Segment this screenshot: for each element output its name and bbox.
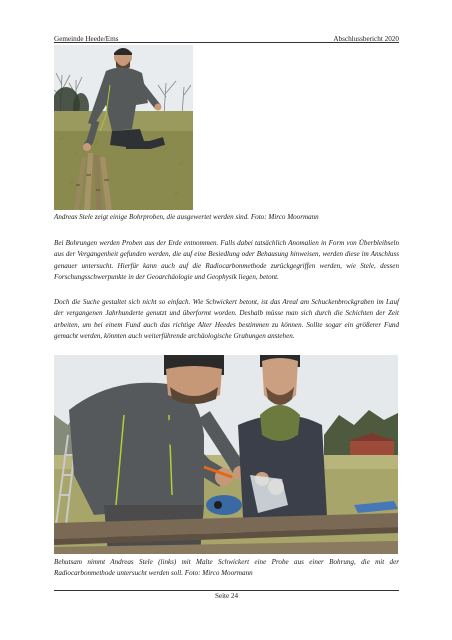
photo-drill-core-samples <box>54 45 193 210</box>
header-divider <box>54 42 399 43</box>
photo-1-caption: Andreas Stele zeigt einige Bohrproben, die ausgewertet werden sind. Foto: Mirco Moormann <box>54 213 319 221</box>
footer-divider <box>54 590 399 591</box>
page-number: Seite 24 <box>214 592 239 600</box>
photo-2-caption: Behutsam nimmt Andreas Stele (links) mit Malte Schwickert eine Probe aus einer Bohrung, die mit der Radiocarbonmethode untersucht werden soll. Foto: Mirco Moormann <box>54 558 399 577</box>
body-paragraph-2: Doch die Suche gestaltet sich nicht so einfach. Wie Schwickert betont, ist das Areal am Schuckenbrockgraben im Lauf der vergangenen Jahrhunderte genutzt und überformt worden. Deshalb müsse man sich durch die Schichten der Zeit arbeiten, um bei einem Fund auch das richtige Alter Heedes bestimmen zu können. Sollte sogar ein größerer Fund gemacht werden, könnten auch weiterführende archäologische Grabungen anstehen. <box>54 298 399 340</box>
photo-sample-extraction <box>54 355 398 554</box>
header-report-title: Abschlussbericht 2020 <box>333 35 399 43</box>
header-municipality: Gemeinde Heede/Ems <box>54 35 119 43</box>
body-paragraph-1: Bei Bohrungen werden Proben aus der Erde entnommen. Falls dabei tatsächlich Anomalien in Form von Überbleibseln aus der Vergangenheit gefunden werden, die auf eine Besiedlung oder Behausung hinweisen, werden diese im Anschluss genauer untersucht. Hierfür kann auch auf die Radiocarbonmethode zurückgegriffen werden, wie Stele, dessen Forschungsschwerpunkte in der Geoarchäologie und Geophysik liegen, betont. <box>54 239 399 281</box>
